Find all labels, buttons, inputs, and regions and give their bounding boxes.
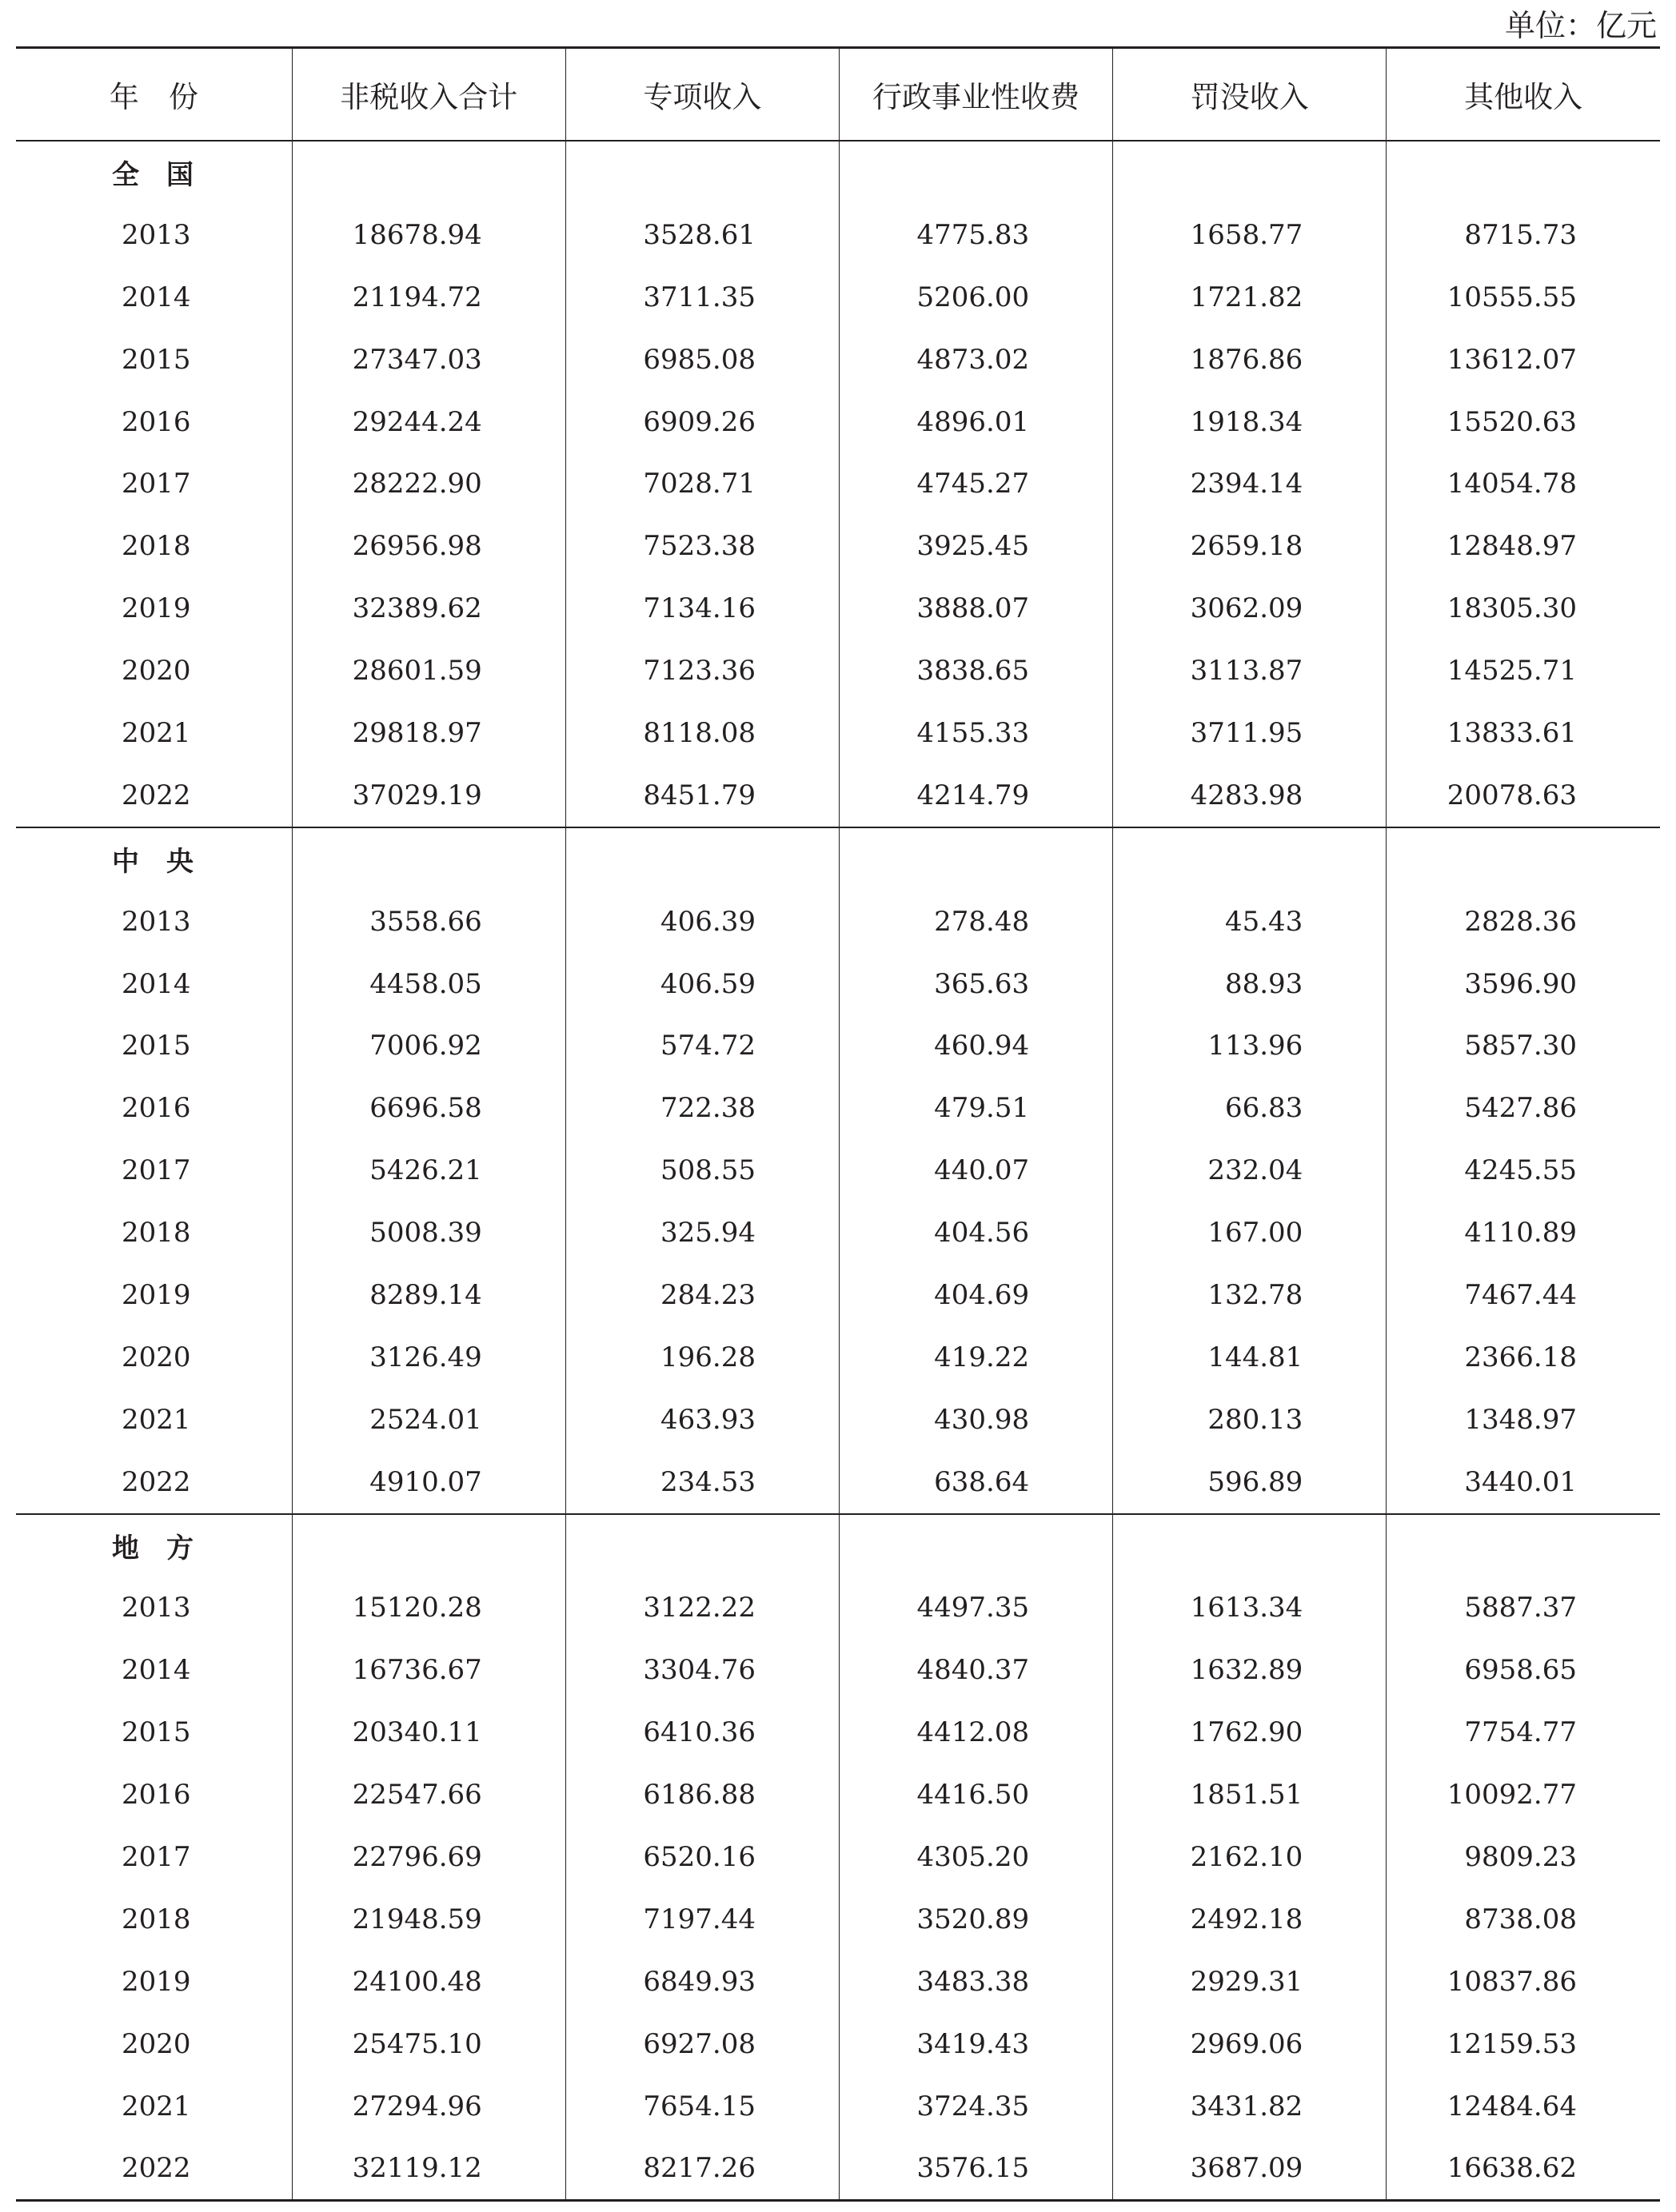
unit-label: 单位：亿元 xyxy=(1504,8,1657,43)
table-row xyxy=(16,1701,1660,1764)
value-cell: 508.55 xyxy=(565,1139,839,1202)
empty-cell xyxy=(1113,1514,1387,1577)
value-cell: 32389.62 xyxy=(292,577,565,640)
table-row xyxy=(16,391,1660,453)
value-cell: 15120.28 xyxy=(292,1576,565,1639)
value-cell: 29818.97 xyxy=(292,702,565,764)
value-cell: 10555.55 xyxy=(1387,266,1660,329)
header-total-non-tax: 非税收入合计 xyxy=(292,48,565,141)
value-cell: 2492.18 xyxy=(1113,1888,1387,1951)
value-cell: 3888.07 xyxy=(839,577,1112,640)
value-cell: 27294.96 xyxy=(292,2075,565,2138)
value-cell: 22547.66 xyxy=(292,1764,565,1826)
year-cell: 2016 xyxy=(122,1779,191,1811)
value-cell: 18305.30 xyxy=(1387,577,1660,640)
value-cell: 365.63 xyxy=(839,953,1112,1015)
value-cell: 4896.01 xyxy=(839,391,1112,453)
table-row xyxy=(16,577,1660,640)
empty-cell xyxy=(1387,1514,1660,1577)
value-cell: 7006.92 xyxy=(292,1014,565,1077)
table-row xyxy=(16,1139,1660,1202)
value-cell: 2828.36 xyxy=(1387,891,1660,953)
value-cell: 4745.27 xyxy=(839,452,1112,515)
value-cell: 5206.00 xyxy=(839,266,1112,329)
value-cell: 3558.66 xyxy=(292,891,565,953)
value-cell: 325.94 xyxy=(565,1202,839,1264)
table-row xyxy=(16,891,1660,953)
value-cell: 3304.76 xyxy=(565,1639,839,1701)
value-cell: 2162.10 xyxy=(1113,1826,1387,1888)
empty-cell xyxy=(1387,827,1660,891)
value-cell: 1762.90 xyxy=(1113,1701,1387,1764)
value-cell: 7134.16 xyxy=(565,577,839,640)
year-cell: 2020 xyxy=(122,2027,191,2060)
value-cell: 196.28 xyxy=(565,1326,839,1389)
value-cell: 8217.26 xyxy=(565,2138,839,2201)
value-cell: 12848.97 xyxy=(1387,515,1660,577)
value-cell: 4283.98 xyxy=(1113,764,1387,827)
value-cell: 21948.59 xyxy=(292,1888,565,1951)
year-cell: 2017 xyxy=(122,468,191,500)
value-cell: 7467.44 xyxy=(1387,1264,1660,1326)
table-row xyxy=(16,1826,1660,1888)
section-central-label: 中 央 xyxy=(16,827,292,891)
table-row xyxy=(16,204,1660,266)
value-cell: 406.59 xyxy=(565,953,839,1015)
value-cell: 479.51 xyxy=(839,1077,1112,1139)
value-cell: 5426.21 xyxy=(292,1139,565,1202)
table-row xyxy=(16,2013,1660,2075)
value-cell: 88.93 xyxy=(1113,953,1387,1015)
value-cell: 4412.08 xyxy=(839,1701,1112,1764)
section-national-header-row xyxy=(16,141,1660,204)
year-cell: 2022 xyxy=(122,779,191,811)
value-cell: 1658.77 xyxy=(1113,204,1387,266)
header-fines-confiscation: 罚没收入 xyxy=(1113,48,1387,141)
value-cell: 3419.43 xyxy=(839,2013,1112,2075)
value-cell: 28601.59 xyxy=(292,640,565,702)
year-cell: 2017 xyxy=(122,1840,191,1873)
table-body xyxy=(16,141,1660,2201)
value-cell: 20078.63 xyxy=(1387,764,1660,827)
section-central-header-row xyxy=(16,827,1660,891)
section-local-header-row xyxy=(16,1514,1660,1577)
value-cell: 16638.62 xyxy=(1387,2138,1660,2201)
value-cell: 8289.14 xyxy=(292,1264,565,1326)
value-cell: 21194.72 xyxy=(292,266,565,329)
value-cell: 4775.83 xyxy=(839,204,1112,266)
value-cell: 4458.05 xyxy=(292,953,565,1015)
empty-cell xyxy=(565,141,839,204)
year-cell: 2018 xyxy=(122,530,191,563)
value-cell: 13612.07 xyxy=(1387,329,1660,391)
value-cell: 1613.34 xyxy=(1113,1576,1387,1639)
value-cell: 7028.71 xyxy=(565,452,839,515)
table-row xyxy=(16,452,1660,515)
table-row xyxy=(16,515,1660,577)
empty-cell xyxy=(1387,141,1660,204)
value-cell: 4910.07 xyxy=(292,1451,565,1514)
value-cell: 1721.82 xyxy=(1113,266,1387,329)
value-cell: 7754.77 xyxy=(1387,1701,1660,1764)
value-cell: 463.93 xyxy=(565,1389,839,1451)
table-row xyxy=(16,1576,1660,1639)
value-cell: 419.22 xyxy=(839,1326,1112,1389)
value-cell: 2659.18 xyxy=(1113,515,1387,577)
value-cell: 13833.61 xyxy=(1387,702,1660,764)
value-cell: 66.83 xyxy=(1113,1077,1387,1139)
value-cell: 3062.09 xyxy=(1113,577,1387,640)
value-cell: 22796.69 xyxy=(292,1826,565,1888)
value-cell: 167.00 xyxy=(1113,1202,1387,1264)
year-cell: 2014 xyxy=(122,1654,191,1687)
year-cell: 2018 xyxy=(122,1903,191,1935)
value-cell: 3838.65 xyxy=(839,640,1112,702)
value-cell: 14054.78 xyxy=(1387,452,1660,515)
year-cell: 2013 xyxy=(122,218,191,251)
year-cell: 2016 xyxy=(122,405,191,438)
table-row xyxy=(16,953,1660,1015)
value-cell: 8451.79 xyxy=(565,764,839,827)
value-cell: 10837.86 xyxy=(1387,1951,1660,2013)
value-cell: 29244.24 xyxy=(292,391,565,453)
value-cell: 3687.09 xyxy=(1113,2138,1387,2201)
value-cell: 2366.18 xyxy=(1387,1326,1660,1389)
value-cell: 3483.38 xyxy=(839,1951,1112,2013)
value-cell: 3126.49 xyxy=(292,1326,565,1389)
value-cell: 404.69 xyxy=(839,1264,1112,1326)
value-cell: 6909.26 xyxy=(565,391,839,453)
table-row xyxy=(16,329,1660,391)
value-cell: 5857.30 xyxy=(1387,1014,1660,1077)
table-row xyxy=(16,1951,1660,2013)
value-cell: 8118.08 xyxy=(565,702,839,764)
empty-cell xyxy=(565,827,839,891)
year-cell: 2015 xyxy=(122,343,191,376)
empty-cell xyxy=(1113,141,1387,204)
value-cell: 6410.36 xyxy=(565,1701,839,1764)
value-cell: 45.43 xyxy=(1113,891,1387,953)
table-row xyxy=(16,1888,1660,1951)
value-cell: 234.53 xyxy=(565,1451,839,1514)
value-cell: 722.38 xyxy=(565,1077,839,1139)
year-cell: 2014 xyxy=(122,967,191,1000)
table-row xyxy=(16,1764,1660,1826)
value-cell: 430.98 xyxy=(839,1389,1112,1451)
value-cell: 4214.79 xyxy=(839,764,1112,827)
year-cell: 2020 xyxy=(122,655,191,688)
value-cell: 10092.77 xyxy=(1387,1764,1660,1826)
table-row xyxy=(16,2138,1660,2201)
header-admin-fees: 行政事业性收费 xyxy=(839,48,1112,141)
empty-cell xyxy=(292,141,565,204)
value-cell: 15520.63 xyxy=(1387,391,1660,453)
value-cell: 8738.08 xyxy=(1387,1888,1660,1951)
value-cell: 3431.82 xyxy=(1113,2075,1387,2138)
table-row xyxy=(16,1264,1660,1326)
value-cell: 3520.89 xyxy=(839,1888,1112,1951)
year-cell: 2021 xyxy=(122,716,191,749)
year-cell: 2022 xyxy=(122,2152,191,2185)
value-cell: 1851.51 xyxy=(1113,1764,1387,1826)
year-cell: 2016 xyxy=(122,1092,191,1125)
value-cell: 14525.71 xyxy=(1387,640,1660,702)
value-cell: 7523.38 xyxy=(565,515,839,577)
value-cell: 9809.23 xyxy=(1387,1826,1660,1888)
year-cell: 2021 xyxy=(122,2090,191,2122)
value-cell: 278.48 xyxy=(839,891,1112,953)
year-cell: 2017 xyxy=(122,1154,191,1187)
value-cell: 3440.01 xyxy=(1387,1451,1660,1514)
section-local-label: 地 方 xyxy=(16,1514,292,1577)
empty-cell xyxy=(1113,827,1387,891)
value-cell: 7654.15 xyxy=(565,2075,839,2138)
value-cell: 4245.55 xyxy=(1387,1139,1660,1202)
value-cell: 1348.97 xyxy=(1387,1389,1660,1451)
value-cell: 27347.03 xyxy=(292,329,565,391)
value-cell: 2929.31 xyxy=(1113,1951,1387,2013)
value-cell: 3113.87 xyxy=(1113,640,1387,702)
table-row xyxy=(16,764,1660,827)
value-cell: 2524.01 xyxy=(292,1389,565,1451)
value-cell: 3711.35 xyxy=(565,266,839,329)
value-cell: 4497.35 xyxy=(839,1576,1112,1639)
year-cell: 2019 xyxy=(122,1278,191,1311)
header-year: 年 份 xyxy=(16,48,292,141)
year-cell: 2013 xyxy=(122,1592,191,1624)
value-cell: 5887.37 xyxy=(1387,1576,1660,1639)
value-cell: 3122.22 xyxy=(565,1576,839,1639)
value-cell: 3576.15 xyxy=(839,2138,1112,2201)
value-cell: 25475.10 xyxy=(292,2013,565,2075)
empty-cell xyxy=(839,1514,1112,1577)
value-cell: 4155.33 xyxy=(839,702,1112,764)
table-row xyxy=(16,1639,1660,1701)
year-cell: 2013 xyxy=(122,905,191,938)
value-cell: 404.56 xyxy=(839,1202,1112,1264)
table-row xyxy=(16,702,1660,764)
value-cell: 113.96 xyxy=(1113,1014,1387,1077)
value-cell: 3925.45 xyxy=(839,515,1112,577)
year-cell: 2015 xyxy=(122,1716,191,1749)
table-row xyxy=(16,1389,1660,1451)
year-cell: 2021 xyxy=(122,1403,191,1436)
value-cell: 1632.89 xyxy=(1113,1639,1387,1701)
empty-cell xyxy=(292,1514,565,1577)
value-cell: 20340.11 xyxy=(292,1701,565,1764)
table-row xyxy=(16,2075,1660,2138)
value-cell: 4416.50 xyxy=(839,1764,1112,1826)
value-cell: 7123.36 xyxy=(565,640,839,702)
value-cell: 32119.12 xyxy=(292,2138,565,2201)
year-cell: 2015 xyxy=(122,1030,191,1062)
value-cell: 12484.64 xyxy=(1387,2075,1660,2138)
value-cell: 1876.86 xyxy=(1113,329,1387,391)
value-cell: 280.13 xyxy=(1113,1389,1387,1451)
value-cell: 6520.16 xyxy=(565,1826,839,1888)
value-cell: 232.04 xyxy=(1113,1139,1387,1202)
table-row xyxy=(16,1202,1660,1264)
section-national-label: 全 国 xyxy=(112,159,194,192)
value-cell: 1918.34 xyxy=(1113,391,1387,453)
table-row xyxy=(16,1451,1660,1514)
value-cell: 6186.88 xyxy=(565,1764,839,1826)
value-cell: 12159.53 xyxy=(1387,2013,1660,2075)
year-cell: 2018 xyxy=(122,1217,191,1249)
value-cell: 4110.89 xyxy=(1387,1202,1660,1264)
value-cell: 6696.58 xyxy=(292,1077,565,1139)
year-cell: 2019 xyxy=(122,1965,191,1998)
empty-cell xyxy=(839,827,1112,891)
value-cell: 24100.48 xyxy=(292,1951,565,2013)
table-row xyxy=(16,1077,1660,1139)
value-cell: 596.89 xyxy=(1113,1451,1387,1514)
value-cell: 26956.98 xyxy=(292,515,565,577)
value-cell: 4840.37 xyxy=(839,1639,1112,1701)
value-cell: 3596.90 xyxy=(1387,953,1660,1015)
value-cell: 440.07 xyxy=(839,1139,1112,1202)
table-row xyxy=(16,266,1660,329)
non-tax-revenue-table xyxy=(16,46,1660,2202)
value-cell: 16736.67 xyxy=(292,1639,565,1701)
value-cell: 18678.94 xyxy=(292,204,565,266)
table-row xyxy=(16,1326,1660,1389)
value-cell: 3711.95 xyxy=(1113,702,1387,764)
value-cell: 37029.19 xyxy=(292,764,565,827)
value-cell: 3528.61 xyxy=(565,204,839,266)
value-cell: 28222.90 xyxy=(292,452,565,515)
table-row xyxy=(16,1014,1660,1077)
value-cell: 460.94 xyxy=(839,1014,1112,1077)
value-cell: 6958.65 xyxy=(1387,1639,1660,1701)
value-cell: 7197.44 xyxy=(565,1888,839,1951)
value-cell: 2969.06 xyxy=(1113,2013,1387,2075)
table-row xyxy=(16,640,1660,702)
empty-cell xyxy=(839,141,1112,204)
value-cell: 4873.02 xyxy=(839,329,1112,391)
value-cell: 574.72 xyxy=(565,1014,839,1077)
empty-cell xyxy=(292,827,565,891)
header-special-revenue: 专项收入 xyxy=(565,48,839,141)
value-cell: 5008.39 xyxy=(292,1202,565,1264)
table-header-row xyxy=(16,48,1660,141)
value-cell: 144.81 xyxy=(1113,1326,1387,1389)
value-cell: 406.39 xyxy=(565,891,839,953)
value-cell: 6985.08 xyxy=(565,329,839,391)
value-cell: 2394.14 xyxy=(1113,452,1387,515)
value-cell: 5427.86 xyxy=(1387,1077,1660,1139)
value-cell: 4305.20 xyxy=(839,1826,1112,1888)
value-cell: 132.78 xyxy=(1113,1264,1387,1326)
year-cell: 2022 xyxy=(122,1465,191,1498)
value-cell: 3724.35 xyxy=(839,2075,1112,2138)
header-other-revenue: 其他收入 xyxy=(1387,48,1660,141)
value-cell: 638.64 xyxy=(839,1451,1112,1514)
year-cell: 2014 xyxy=(122,281,191,313)
year-cell: 2019 xyxy=(122,592,191,625)
value-cell: 6849.93 xyxy=(565,1951,839,2013)
value-cell: 8715.73 xyxy=(1387,204,1660,266)
value-cell: 284.23 xyxy=(565,1264,839,1326)
value-cell: 6927.08 xyxy=(565,2013,839,2075)
empty-cell xyxy=(565,1514,839,1577)
year-cell: 2020 xyxy=(122,1341,191,1373)
